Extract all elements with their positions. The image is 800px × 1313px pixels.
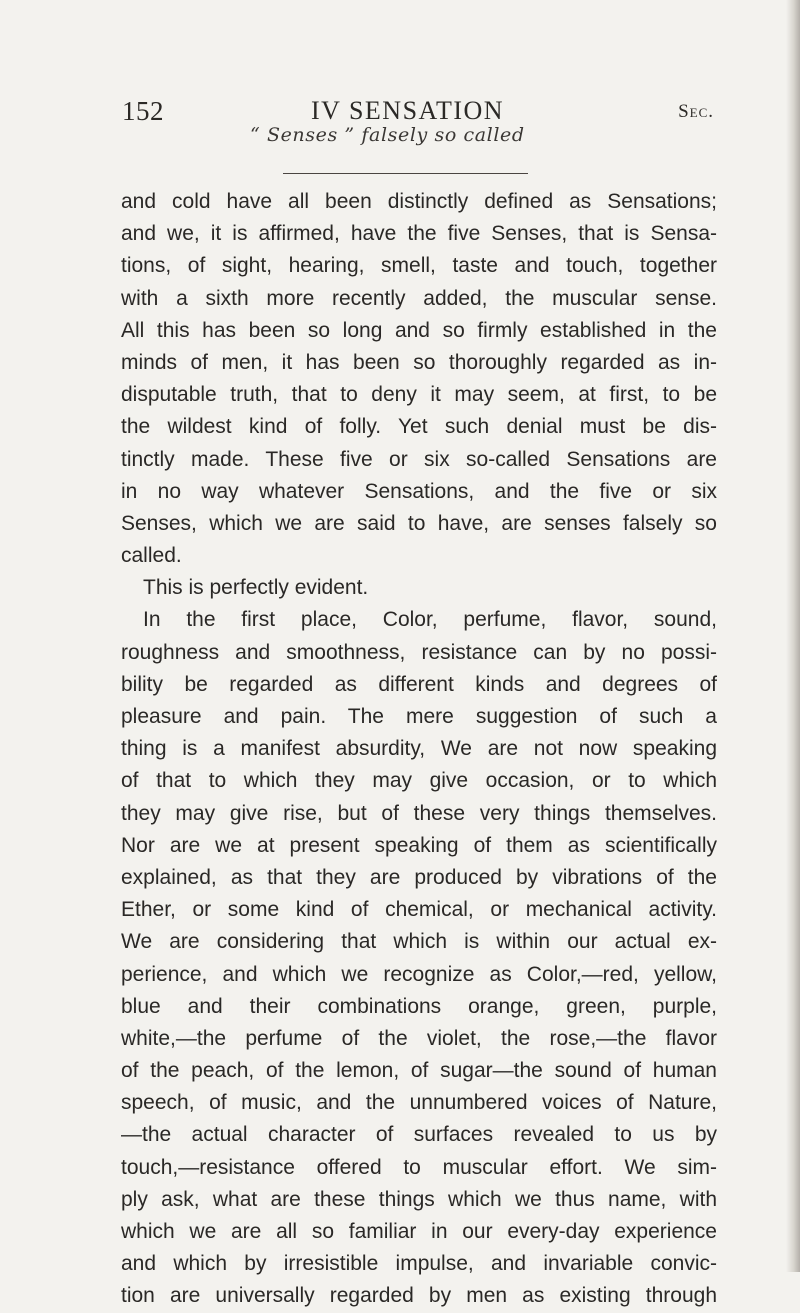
text-line: Ether, or some kind of chemical, or mechanical activity. bbox=[121, 898, 717, 922]
section-abbreviation: Sec. bbox=[678, 101, 714, 122]
section-caption: “ Senses ” falsely so called bbox=[250, 124, 525, 146]
text-line: they may give rise, but of these very things themselves. bbox=[121, 801, 717, 825]
text-line: tinctly made. These five or six so-called Sensations are bbox=[121, 447, 717, 471]
text-line: ply ask, what are these things which we thus name, with bbox=[121, 1187, 717, 1211]
text-line: —the actual character of surfaces revealed to us by bbox=[121, 1123, 717, 1147]
text-line: and we, it is affirmed, have the five Senses, that is Sensa- bbox=[121, 222, 717, 246]
text-line: In the first place, Color, perfume, flavor, sound, bbox=[143, 608, 717, 632]
text-line: thing is a manifest absurdity, We are not now speaking bbox=[121, 737, 717, 761]
text-line: explained, as that they are produced by vibrations of the bbox=[121, 865, 717, 889]
text-line: bility be regarded as different kinds and degrees of bbox=[121, 672, 717, 696]
text-line: and cold have all been distinctly defined as Sensations; bbox=[121, 190, 717, 213]
body-text bbox=[121, 186, 717, 1313]
text-line: the wildest kind of folly. Yet such denial must be dis- bbox=[121, 415, 717, 439]
text-line: minds of men, it has been so thoroughly regarded as in- bbox=[121, 350, 717, 374]
text-line: All this has been so long and so firmly established in the bbox=[121, 318, 717, 342]
text-line: called. bbox=[121, 544, 182, 568]
text-line: white,—the perfume of the violet, the rose,—the flavor bbox=[121, 1026, 717, 1050]
text-line: disputable truth, that to deny it may seem, at first, to be bbox=[121, 383, 717, 407]
text-line: of the peach, of the lemon, of sugar—the sound of human bbox=[121, 1059, 717, 1083]
text-line: and which by irresistible impulse, and invariable convic- bbox=[121, 1252, 717, 1276]
chapter-title: IV SENSATION bbox=[311, 96, 505, 125]
text-line: blue and their combinations orange, green, purple, bbox=[121, 994, 717, 1018]
text-line: of that to which they may give occasion, or to which bbox=[121, 769, 717, 793]
text-line: perience, and which we recognize as Color,—red, yellow, bbox=[121, 962, 717, 986]
text-line: pleasure and pain. The mere suggestion of such a bbox=[121, 705, 717, 728]
text-line: Nor are we at present speaking of them as scientifically bbox=[121, 833, 717, 857]
text-line: Senses, which we are said to have, are senses falsely so bbox=[121, 511, 717, 535]
text-line: speech, of music, and the unnumbered voices of Nature, bbox=[121, 1091, 717, 1115]
text-line: tion are universally regarded by men as existing through bbox=[121, 1284, 717, 1308]
text-line: tions, of sight, hearing, smell, taste and touch, together bbox=[121, 254, 717, 278]
text-line: which we are all so familiar in our every-day experience bbox=[121, 1220, 717, 1243]
page-edge-shadow bbox=[786, 0, 800, 1272]
text-line: This is perfectly evident. bbox=[143, 576, 369, 600]
text-line: with a sixth more recently added, the muscular sense. bbox=[121, 286, 717, 310]
text-line: in no way whatever Sensations, and the five or six bbox=[121, 479, 717, 503]
caption-underline bbox=[283, 173, 528, 174]
page-number: 152 bbox=[122, 96, 164, 126]
text-line: touch,—resistance offered to muscular effort. We sim- bbox=[121, 1155, 717, 1179]
text-line: We are considering that which is within our actual ex- bbox=[121, 930, 717, 954]
text-line: roughness and smoothness, resistance can by no possi- bbox=[121, 640, 717, 664]
